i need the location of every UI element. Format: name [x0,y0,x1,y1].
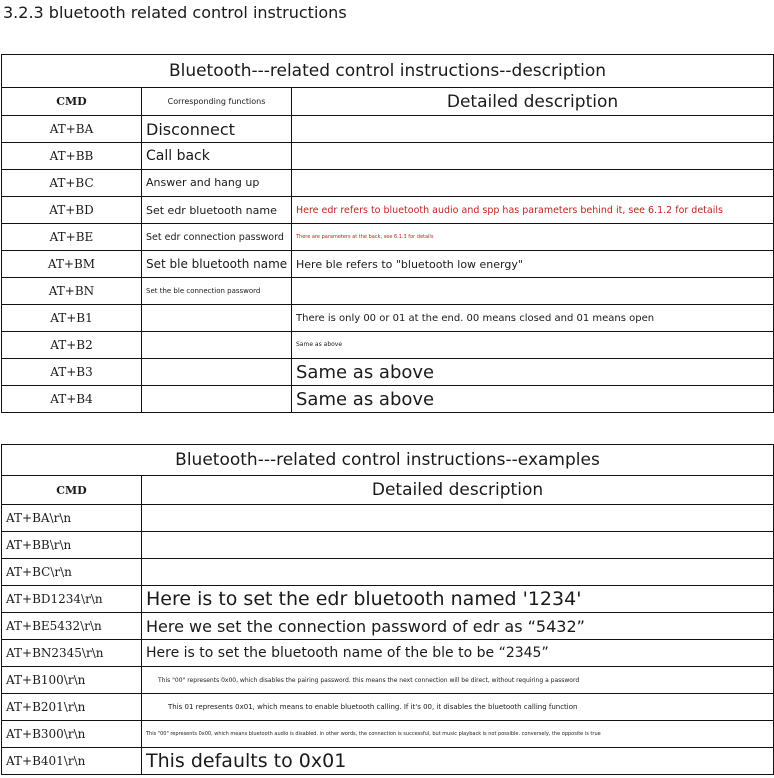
description-cell [292,170,774,197]
cmd-cell: AT+B300\r\n [2,721,142,748]
column-header-cmd: CMD [2,476,142,505]
description-table [1,54,774,413]
table-row [2,586,774,613]
table-row [2,694,774,721]
cmd-cell: AT+BE5432\r\n [2,613,142,640]
table-row [2,667,774,694]
cmd-cell: AT+BN [2,278,142,305]
section-title: 3.2.3 bluetooth related control instructions [3,3,347,22]
description-cell: This defaults to 0x01 [142,748,774,775]
cmd-cell: AT+BA\r\n [2,505,142,532]
function-cell: Set the ble connection password [142,278,292,305]
description-cell [292,116,774,143]
function-cell [142,332,292,359]
description-cell: Here edr refers to bluetooth audio and spp has parameters behind it, see 6.1.2 for details [292,197,774,224]
table-row [2,251,774,278]
examples-table [1,444,774,775]
table-row [2,386,774,413]
function-cell: Answer and hang up [142,170,292,197]
description-cell: Same as above [292,386,774,413]
table-row [2,359,774,386]
description-cell: Same as above [292,359,774,386]
table-row [2,278,774,305]
description-cell [142,559,774,586]
cmd-cell: AT+BM [2,251,142,278]
description-cell: Here is to set the bluetooth name of the ble to be “2345” [142,640,774,667]
cmd-cell: AT+B100\r\n [2,667,142,694]
description-cell: Here is to set the edr bluetooth named '1234' [142,586,774,613]
description-cell: This 01 represents 0x01, which means to enable bluetooth calling. If it's 00, it disables the bluetooth calling function [142,694,774,721]
cmd-cell: AT+B201\r\n [2,694,142,721]
table-caption: Bluetooth---related control instructions--description [2,55,774,88]
cmd-cell: AT+BD1234\r\n [2,586,142,613]
function-cell: Set edr connection password [142,224,292,251]
table-row [2,332,774,359]
description-cell: This "00" represents 0x00, which disables the pairing password. this means the next connection will be direct, without requiring a password [142,667,774,694]
description-cell: Here ble refers to "bluetooth low energy" [292,251,774,278]
cmd-cell: AT+BE [2,224,142,251]
table-row [2,305,774,332]
function-cell [142,386,292,413]
description-cell [142,532,774,559]
cmd-cell: AT+BC [2,170,142,197]
table-row [2,559,774,586]
cmd-cell: AT+B2 [2,332,142,359]
function-cell [142,359,292,386]
cmd-cell: AT+B4 [2,386,142,413]
description-cell [292,143,774,170]
function-cell: Call back [142,143,292,170]
cmd-cell: AT+BB [2,143,142,170]
description-cell: There is only 00 or 01 at the end. 00 means closed and 01 means open [292,305,774,332]
table-row [2,505,774,532]
description-cell: There are parameters at the back, see 6.1.3 for details [292,224,774,251]
cmd-cell: AT+BD [2,197,142,224]
column-header-functions: Corresponding functions [142,88,292,116]
table-row [2,532,774,559]
cmd-cell: AT+BB\r\n [2,532,142,559]
description-cell: This "00" represents 0x00, which means bluetooth audio is disabled. in other words, the connection is successful, but music playback is not possible. conversely, the opposite is true [142,721,774,748]
cmd-cell: AT+BN2345\r\n [2,640,142,667]
description-cell [142,505,774,532]
cmd-cell: AT+B3 [2,359,142,386]
table-row [2,143,774,170]
table-row [2,224,774,251]
description-cell: Same as above [292,332,774,359]
cmd-cell: AT+BA [2,116,142,143]
function-cell [142,305,292,332]
table-row [2,197,774,224]
table-caption: Bluetooth---related control instructions--examples [2,445,774,476]
description-cell: Here we set the connection password of edr as “5432” [142,613,774,640]
table-row [2,613,774,640]
cmd-cell: AT+B401\r\n [2,748,142,775]
function-cell: Set ble bluetooth name [142,251,292,278]
table-row [2,116,774,143]
column-header-cmd: CMD [2,88,142,116]
description-cell [292,278,774,305]
function-cell: Set edr bluetooth name [142,197,292,224]
table-row [2,640,774,667]
column-header-description: Detailed description [142,476,774,505]
cmd-cell: AT+B1 [2,305,142,332]
column-header-description: Detailed description [292,88,774,116]
function-cell: Disconnect [142,116,292,143]
table-row [2,170,774,197]
cmd-cell: AT+BC\r\n [2,559,142,586]
table-row [2,721,774,748]
table-row [2,748,774,775]
